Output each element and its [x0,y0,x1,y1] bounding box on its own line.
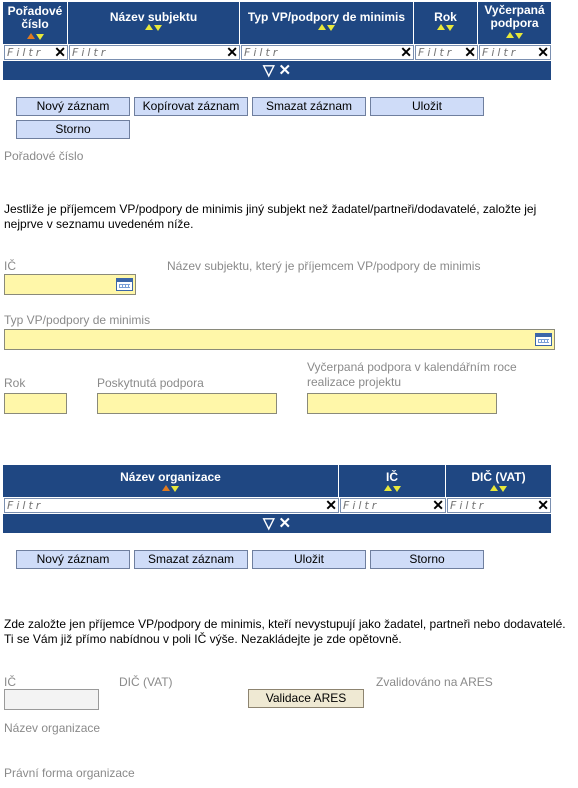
filter-row [3,497,551,514]
grid-tools [3,61,551,80]
delete-record-button[interactable]: Smazat záznam [134,550,248,569]
provided-support-input[interactable] [97,393,277,414]
exhausted-support-label: Vyčerpaná podpora v kalendářním roce realizace projektu [307,360,517,389]
save-button[interactable]: Uložit [370,97,484,116]
delete-record-button[interactable]: Smazat záznam [252,97,366,116]
clear-filter-icon[interactable]: ✕ [54,44,66,60]
filter-input[interactable] [482,46,534,59]
sort-icon[interactable] [68,24,239,33]
subject-name-label: Název subjektu, který je příjemcem VP/podpory de minimis [167,259,481,273]
sort-icon[interactable] [3,485,338,494]
info-text: Jestliže je příjemcem VP/podpory de minimis jiný subjekt než žadatel/partneři/dodavatelé, založte jej nejprve v seznamu uvedeném níže. [4,202,537,231]
clear-filter-icon[interactable]: ✕ [325,497,337,513]
new-record-button[interactable]: Nový záznam [16,550,130,569]
col-header-label: Název subjektu [109,10,198,24]
org-ic-input[interactable] [4,689,99,710]
col-header-dic[interactable] [446,465,551,497]
sort-icon[interactable] [414,24,477,33]
year-label: Rok [4,376,26,390]
col-header-label: IČ [386,470,398,484]
clear-filter-icon[interactable]: ✕ [537,44,549,60]
clear-filter-icon[interactable]: ✕ [432,497,444,513]
col-header-label: DIČ (VAT) [471,470,526,484]
col-header-ic[interactable] [339,465,446,497]
validate-ares-button[interactable]: Validace ARES [248,689,364,708]
filter-org-name [4,498,339,513]
support-grid-header [3,2,551,44]
clear-filter-icon[interactable]: ✕ [226,44,238,60]
filter-year [415,45,478,60]
save-button[interactable]: Uložit [252,550,366,569]
filter-ic [340,498,446,513]
filter-dic [447,498,551,513]
col-header-exhausted[interactable] [478,2,551,44]
filter-exhausted [479,45,551,60]
col-header-order[interactable] [3,2,68,44]
filter-icon[interactable]: ▽ [262,62,275,79]
type-picker-field[interactable] [4,329,555,350]
organization-grid [3,465,551,533]
org-ic-label: IČ [4,675,16,689]
provided-support-label: Poskytnutá podpora [97,376,204,390]
clear-filter-icon[interactable]: ✕ [537,497,549,513]
new-record-button[interactable]: Nový záznam [16,97,130,116]
filter-icon[interactable]: ▽ [262,515,275,532]
cancel-button[interactable]: Storno [16,120,130,139]
filter-order [4,45,68,60]
filter-input[interactable] [7,46,51,59]
col-header-year[interactable] [414,2,478,44]
clear-filter-icon[interactable]: ✕ [464,44,476,60]
grid-tools [3,514,551,533]
filter-input[interactable] [343,499,427,512]
order-number-label: Pořadové číslo [4,149,84,163]
filter-input[interactable] [244,46,396,59]
col-header-label: Rok [434,10,457,24]
sort-icon[interactable] [240,24,413,33]
clear-all-filters-icon[interactable]: ✕ [278,515,292,532]
info-text: Zde založte jen příjemce VP/podpory de minimis, kteří nevystupují jako žadatel, partneři nebo dodavatelé. Ti se Vám již přímo nabídnou v poli IČ výše. Nezakládejte je zde opětovně. [4,617,566,646]
copy-record-button[interactable]: Kopírovat záznam [134,97,248,116]
col-header-label: Vyčerpaná podpora [484,3,545,30]
sort-icon[interactable] [446,485,551,494]
clear-all-filters-icon[interactable]: ✕ [278,62,292,79]
filter-input[interactable] [7,499,319,512]
ic-label: IČ [4,259,16,273]
sort-icon[interactable] [3,33,67,42]
cancel-button[interactable]: Storno [370,550,484,569]
organization-grid-header [3,465,551,497]
legal-form-label: Právní forma organizace [4,766,135,780]
col-header-subject[interactable] [68,2,240,44]
picker-icon[interactable] [535,333,552,346]
filter-row [3,44,551,61]
col-header-label: Pořadové číslo [7,4,63,31]
org-dic-label: DIČ (VAT) [119,675,173,689]
exhausted-support-input[interactable] [307,393,497,414]
clear-filter-icon[interactable]: ✕ [400,44,412,60]
filter-subject [69,45,240,60]
org-name-label: Název organizace [4,721,101,735]
filter-type [241,45,414,60]
filter-input[interactable] [418,46,460,59]
col-header-label: Název organizace [120,470,221,484]
col-header-org-name[interactable] [3,465,339,497]
filter-input[interactable] [72,46,222,59]
sort-icon[interactable] [339,485,445,494]
validated-label: Zvalidováno na ARES [376,675,493,689]
col-header-type[interactable] [240,2,414,44]
type-label: Typ VP/podpory de minimis [4,313,151,327]
col-header-label: Typ VP/podpory de minimis [247,10,406,24]
picker-icon[interactable] [116,278,133,291]
filter-input[interactable] [450,499,532,512]
year-input[interactable] [4,393,67,414]
sort-icon[interactable] [478,32,551,41]
support-grid [3,2,551,80]
ic-picker-field[interactable] [4,274,136,295]
